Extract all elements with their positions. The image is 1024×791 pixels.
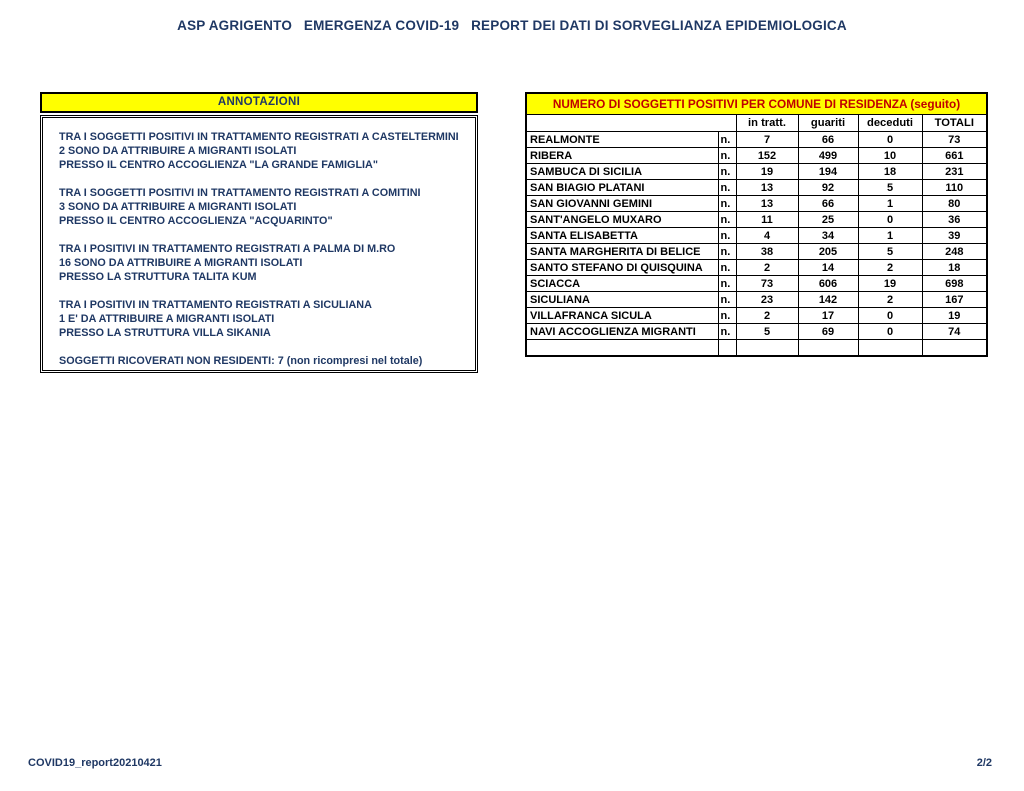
unit-cell: n. [718,196,736,212]
totali-cell: 39 [922,228,987,244]
column-header-in-tratt: in tratt. [736,115,798,132]
annotation-line: TRA I POSITIVI IN TRATTAMENTO REGISTRATI A PALMA DI M.RO [59,243,396,255]
annotation-line: SOGGETTI RICOVERATI NON RESIDENTI: 7 (non ricompresi nel totale) [59,355,423,367]
guariti-cell: 205 [798,244,858,260]
page-title: ASP AGRIGENTO EMERGENZA COVID-19 REPORT DEI DATI DI SORVEGLIANZA EPIDEMIOLOGICA [177,18,847,33]
unit-cell: n. [718,228,736,244]
unit-cell: n. [718,276,736,292]
comune-cell: SAMBUCA DI SICILIA [526,164,718,180]
comune-cell-empty [526,340,718,357]
in-tratt-cell: 13 [736,196,798,212]
deceduti-cell: 18 [858,164,922,180]
guariti-cell: 66 [798,132,858,148]
deceduti-cell: 1 [858,196,922,212]
totali-cell: 661 [922,148,987,164]
totali-cell: 19 [922,308,987,324]
column-header-guariti: guariti [798,115,858,132]
in-tratt-cell: 152 [736,148,798,164]
comune-cell: SANTA MARGHERITA DI BELICE [526,244,718,260]
positives-table-body [526,93,987,356]
annotation-line: 16 SONO DA ATTRIBUIRE A MIGRANTI ISOLATI [59,257,303,269]
comune-cell: SANTA ELISABETTA [526,228,718,244]
deceduti-cell: 2 [858,292,922,308]
comune-header-cell [526,115,736,132]
annotation-line: 1 E' DA ATTRIBUIRE A MIGRANTI ISOLATI [59,313,275,325]
guariti-cell: 25 [798,212,858,228]
table-row [526,148,987,164]
in-tratt-cell: 23 [736,292,798,308]
deceduti-cell: 0 [858,132,922,148]
annotation-paragraph [59,298,461,340]
comune-cell: SAN GIOVANNI GEMINI [526,196,718,212]
totali-cell: 167 [922,292,987,308]
table-row [526,292,987,308]
annotations-body [40,115,478,373]
annotation-line: PRESSO IL CENTRO ACCOGLIENZA "ACQUARINTO" [59,215,333,227]
annotation-paragraph [59,242,461,284]
table-row [526,228,987,244]
unit-cell: n. [718,180,736,196]
table-row [526,196,987,212]
guariti-cell: 142 [798,292,858,308]
unit-cell: n. [718,148,736,164]
table-title: NUMERO DI SOGGETTI POSITIVI PER COMUNE DI RESIDENZA (seguito) [526,93,987,115]
in-tratt-cell: 11 [736,212,798,228]
totali-cell: 110 [922,180,987,196]
unit-cell: n. [718,292,736,308]
deceduti-cell: 5 [858,244,922,260]
annotations-box [40,92,478,373]
annotation-paragraph [59,354,461,368]
annotation-paragraph [59,130,461,172]
annotation-line: 2 SONO DA ATTRIBUIRE A MIGRANTI ISOLATI [59,145,297,157]
totali-cell-empty [922,340,987,357]
guariti-cell: 92 [798,180,858,196]
annotation-line: PRESSO IL CENTRO ACCOGLIENZA "LA GRANDE FAMIGLIA" [59,159,378,171]
totali-cell: 80 [922,196,987,212]
deceduti-cell: 19 [858,276,922,292]
table-row [526,324,987,340]
annotation-line: PRESSO LA STRUTTURA VILLA SIKANIA [59,327,271,339]
unit-cell: n. [718,324,736,340]
guariti-cell: 69 [798,324,858,340]
table-row [526,308,987,324]
deceduti-cell: 1 [858,228,922,244]
deceduti-cell: 5 [858,180,922,196]
table-header-row [526,115,987,132]
comune-cell: VILLAFRANCA SICULA [526,308,718,324]
comune-cell: SANT'ANGELO MUXARO [526,212,718,228]
totali-cell: 36 [922,212,987,228]
empty-row [526,340,987,357]
guariti-cell-empty [798,340,858,357]
column-header-deceduti: deceduti [858,115,922,132]
unit-cell: n. [718,260,736,276]
in-tratt-cell: 4 [736,228,798,244]
deceduti-cell: 10 [858,148,922,164]
comune-cell: SCIACCA [526,276,718,292]
deceduti-cell-empty [858,340,922,357]
table-row [526,132,987,148]
totali-cell: 73 [922,132,987,148]
comune-cell: SAN BIAGIO PLATANI [526,180,718,196]
table-row [526,276,987,292]
deceduti-cell: 0 [858,212,922,228]
table-title-row [526,93,987,115]
footer-document-name: COVID19_report20210421 [28,757,162,769]
table-row [526,212,987,228]
comune-cell: REALMONTE [526,132,718,148]
unit-cell: n. [718,212,736,228]
comune-cell: SANTO STEFANO DI QUISQUINA [526,260,718,276]
footer-page-number: 2/2 [976,757,992,769]
table-row [526,164,987,180]
in-tratt-cell-empty [736,340,798,357]
in-tratt-cell: 73 [736,276,798,292]
in-tratt-cell: 38 [736,244,798,260]
in-tratt-cell: 5 [736,324,798,340]
guariti-cell: 606 [798,276,858,292]
unit-cell: n. [718,164,736,180]
annotation-line: TRA I SOGGETTI POSITIVI IN TRATTAMENTO REGISTRATI A COMITINI [59,187,421,199]
totali-cell: 248 [922,244,987,260]
comune-cell: NAVI ACCOGLIENZA MIGRANTI [526,324,718,340]
guariti-cell: 66 [798,196,858,212]
annotations-header: ANNOTAZIONI [40,92,478,113]
in-tratt-cell: 19 [736,164,798,180]
deceduti-cell: 0 [858,324,922,340]
annotation-line: PRESSO LA STRUTTURA TALITA KUM [59,271,257,283]
unit-cell: n. [718,132,736,148]
guariti-cell: 14 [798,260,858,276]
deceduti-cell: 2 [858,260,922,276]
comune-cell: RIBERA [526,148,718,164]
totali-cell: 74 [922,324,987,340]
guariti-cell: 34 [798,228,858,244]
unit-cell: n. [718,244,736,260]
positives-table [525,92,988,357]
totali-cell: 18 [922,260,987,276]
annotation-paragraph [59,186,461,228]
guariti-cell: 499 [798,148,858,164]
deceduti-cell: 0 [858,308,922,324]
table-row [526,260,987,276]
totali-cell: 231 [922,164,987,180]
in-tratt-cell: 2 [736,308,798,324]
unit-cell-empty [718,340,736,357]
unit-cell: n. [718,308,736,324]
table-row [526,244,987,260]
in-tratt-cell: 13 [736,180,798,196]
guariti-cell: 194 [798,164,858,180]
in-tratt-cell: 7 [736,132,798,148]
in-tratt-cell: 2 [736,260,798,276]
annotation-line: 3 SONO DA ATTRIBUIRE A MIGRANTI ISOLATI [59,201,297,213]
annotation-line: TRA I POSITIVI IN TRATTAMENTO REGISTRATI A SICULIANA [59,299,372,311]
guariti-cell: 17 [798,308,858,324]
annotation-line: TRA I SOGGETTI POSITIVI IN TRATTAMENTO REGISTRATI A CASTELTERMINI [59,131,459,143]
table-row [526,180,987,196]
totali-cell: 698 [922,276,987,292]
comune-cell: SICULIANA [526,292,718,308]
column-header-totali: TOTALI [922,115,987,132]
